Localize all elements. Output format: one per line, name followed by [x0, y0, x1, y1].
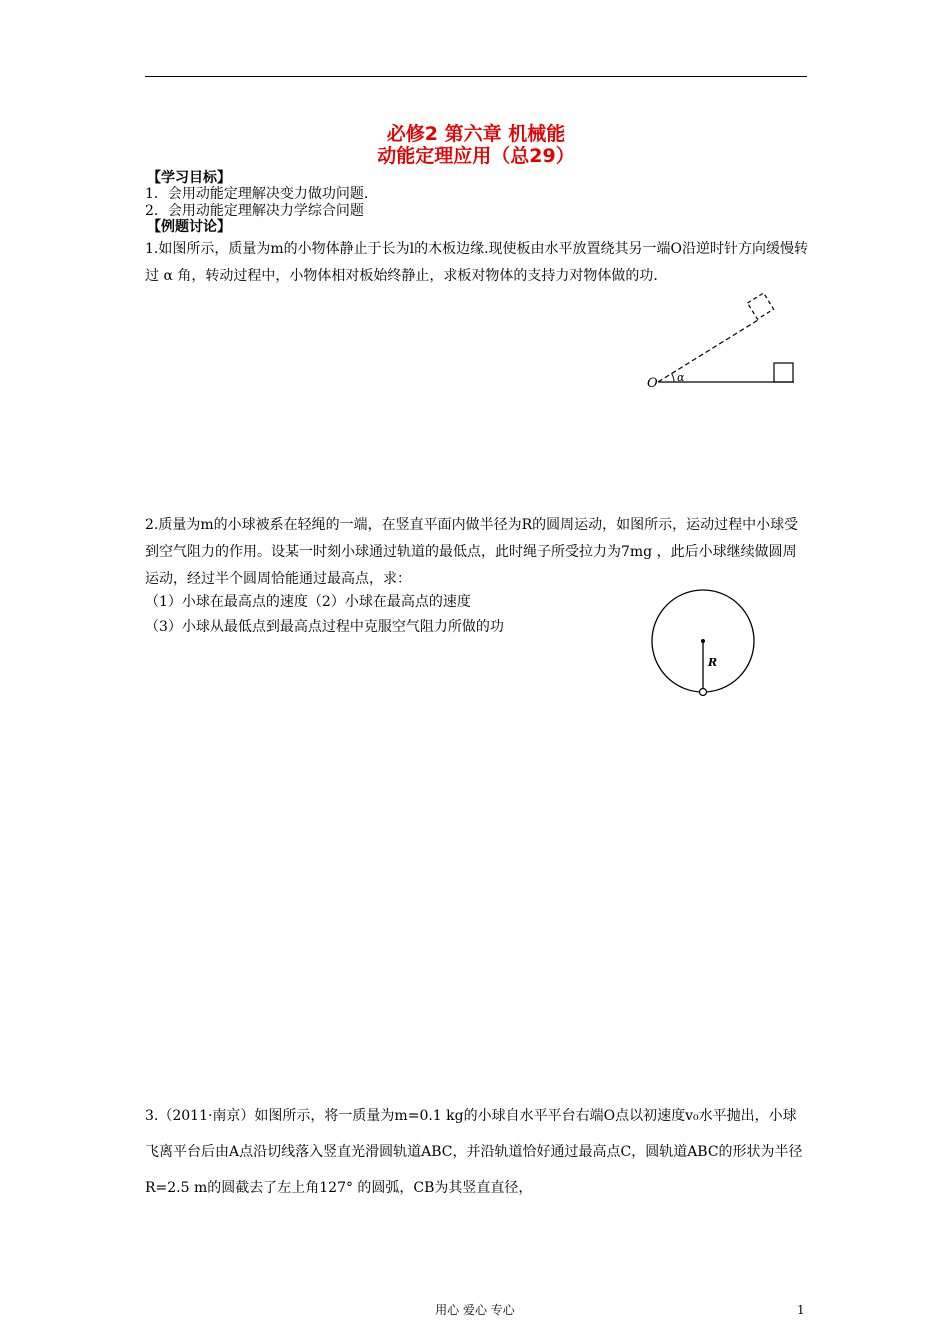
- circular-motion-figure: [646, 588, 762, 700]
- ball: [700, 689, 707, 696]
- page-footer: 用心 爱心 专心: [435, 1303, 515, 1317]
- angle-arc: [672, 374, 674, 382]
- label-r: R: [708, 656, 718, 669]
- rotated-block: [747, 293, 773, 319]
- header-rule: [145, 76, 807, 77]
- label-o: O: [647, 376, 658, 391]
- label-alpha: α: [677, 371, 685, 384]
- page-subtitle: 动能定理应用（总29）: [377, 145, 575, 167]
- block: [774, 363, 793, 382]
- problem-3-text: 3.（2011·南京）如图所示，将一质量为m=0.1 kg的小球自水平平台右端O点以初速度v₀水平抛出，小球飞离平台后由A点沿切线落入竖直光滑圆轨道ABC，并沿轨道恰好通过最高点C，圆轨道ABC的形状为半径R=2.5 m的圆截去了左上角127° 的圆弧，CB为其竖直直径，: [145, 1108, 803, 1196]
- discussion-header: 【例题讨论】: [147, 219, 231, 235]
- problem-2-question-1: （1）小球在最高点的速度（2）小球在最高点的速度: [145, 594, 471, 610]
- rotating-board-figure: [640, 292, 800, 392]
- center-point: [701, 639, 705, 643]
- problem-2-question-3: （3）小球从最低点到最高点过程中克服空气阻力所做的功: [145, 619, 504, 635]
- objective-item-2: 2．会用动能定理解决力学综合问题: [145, 203, 364, 219]
- page-title: 必修2 第六章 机械能: [386, 123, 566, 145]
- objective-item-1: 1．会用动能定理解决变力做功问题.: [145, 186, 369, 202]
- rotated-board: [658, 320, 758, 382]
- page-number: 1: [797, 1303, 805, 1317]
- objectives-header: 【学习目标】: [147, 170, 231, 186]
- problem-1-text: 1.如图所示，质量为m的小物体静止于长为l的木板边缘.现使板由水平放置绕其另一端O沿逆时针方向缓慢转过 α 角，转动过程中，小物体相对板始终静止，求板对物体的支持力对物体做的功.: [145, 241, 809, 284]
- problem-2-text: 2.质量为m的小球被系在轻绳的一端，在竖直平面内做半径为R的圆周运动，如图所示，运动过程中小球受到空气阻力的作用。设某一时刻小球通过轨道的最低点，此时绳子所受拉力为7mg ，此后小球继续做圆周运动，经过半个圆周恰能通过最高点，求：: [145, 517, 799, 587]
